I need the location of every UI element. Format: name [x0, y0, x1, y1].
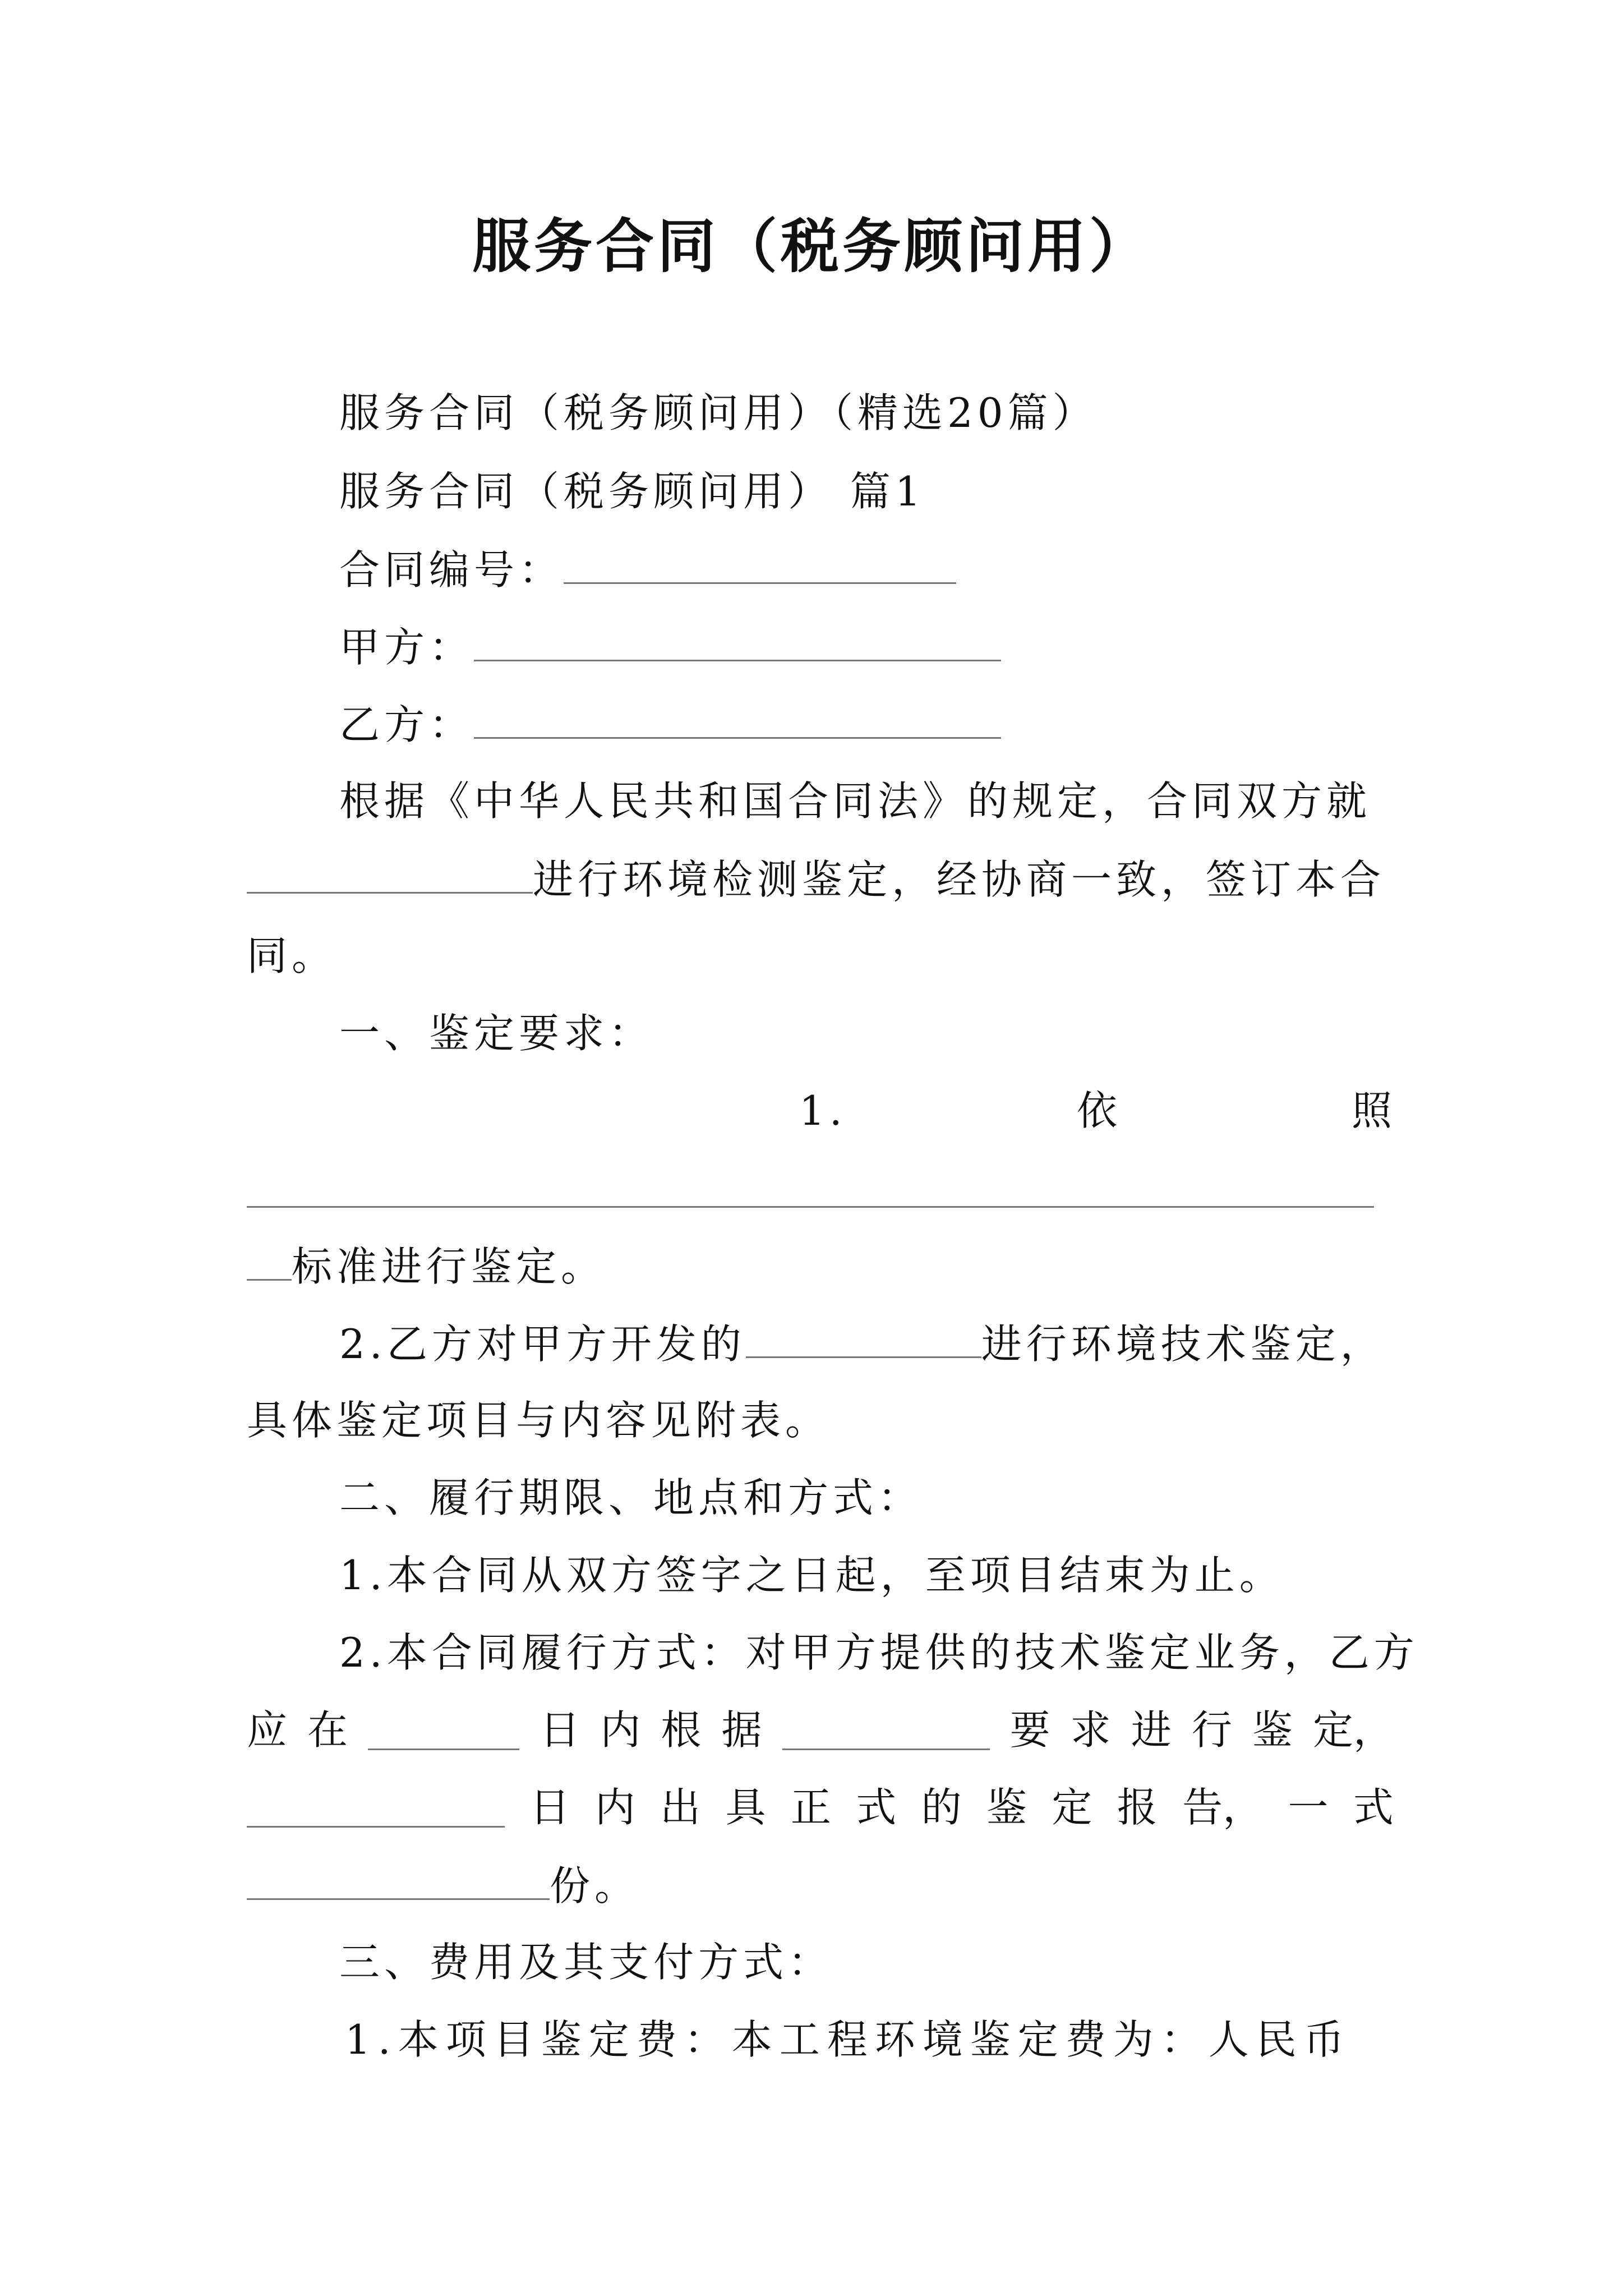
item-1-1-word-2: 照	[1352, 1087, 1397, 1134]
item-1-1-word-1: 依	[1077, 1087, 1122, 1134]
word: 求	[1070, 1706, 1111, 1754]
word: 报	[1117, 1784, 1158, 1831]
word: 内	[594, 1784, 635, 1831]
word: 定	[1052, 1784, 1092, 1831]
word: 根	[661, 1706, 702, 1754]
word: 鉴	[986, 1784, 1027, 1831]
contract-number-row	[339, 546, 956, 593]
word: 进	[1131, 1706, 1172, 1754]
word: 定，	[1312, 1706, 1394, 1754]
word: 据	[721, 1706, 762, 1754]
item-1-1-number: 1.	[799, 1087, 847, 1134]
item-2-1: 1.本合同从双方签字之日起，至项目结束为止。	[339, 1552, 1284, 1599]
word: 鉴	[1252, 1706, 1293, 1754]
word: 一	[1288, 1784, 1329, 1831]
word: 行	[1191, 1706, 1232, 1754]
subtitle-line: 服务合同（税务顾问用）（精选20篇）	[339, 389, 1098, 436]
word: 式	[1353, 1784, 1394, 1831]
party-a-blank	[474, 626, 1001, 661]
item-1-1-tail-row	[247, 1243, 606, 1290]
report-days-blank	[247, 1792, 505, 1828]
word: 日	[529, 1784, 570, 1831]
copies-text: 份。	[550, 1862, 640, 1910]
party-b-row	[339, 701, 1001, 748]
section-1-heading: 一、鉴定要求：	[339, 1010, 654, 1057]
item-1-1-short-blank	[247, 1245, 292, 1281]
standard-blank	[782, 1715, 990, 1750]
intro-line-2-text: 进行环境检测鉴定，经协商一致，签订本合	[533, 856, 1386, 903]
party-a-label: 甲方：	[339, 624, 474, 671]
item-1-1-long-blank	[247, 1206, 1374, 1208]
word: 具	[725, 1784, 766, 1831]
word: 要	[1009, 1706, 1050, 1754]
intro-line-1: 根据《中华人民共和国合同法》的规定，合同双方就	[339, 777, 1372, 825]
word: 正	[790, 1784, 831, 1831]
word: 日	[540, 1706, 580, 1754]
section-3-heading: 三、费用及其支付方式：	[339, 1939, 833, 1986]
intro-blank	[247, 858, 533, 894]
days-blank	[368, 1715, 519, 1750]
word: 在	[307, 1706, 348, 1754]
word: 出	[660, 1784, 701, 1831]
item-1-2-start: 2.乙方对甲方开发的	[339, 1320, 746, 1368]
intro-line-2	[247, 856, 1386, 903]
item-1-2-blank	[746, 1323, 981, 1358]
item-2-2-line-4	[247, 1862, 640, 1910]
item-2-2-line-2	[247, 1706, 1394, 1754]
copies-blank	[247, 1865, 550, 1900]
item-3-1: 1.本项目鉴定费：本工程环境鉴定费为：人民币	[345, 2016, 1352, 2063]
word: 内	[600, 1706, 641, 1754]
word: 告，	[1182, 1784, 1264, 1831]
word: 的	[921, 1784, 962, 1831]
party-a-row	[339, 624, 1001, 671]
contract-number-blank	[564, 549, 956, 584]
item-2-2-line-3	[247, 1784, 1394, 1831]
intro-line-3: 同。	[247, 932, 337, 979]
section-heading: 服务合同（税务顾问用） 篇1	[339, 468, 925, 515]
word: 应	[247, 1706, 288, 1754]
party-b-blank	[474, 703, 1001, 739]
party-b-label: 乙方：	[339, 701, 474, 748]
section-2-heading: 二、履行期限、地点和方式：	[339, 1474, 923, 1521]
item-1-1-tail: 标准进行鉴定。	[292, 1243, 606, 1290]
word: 式	[856, 1784, 897, 1831]
contract-number-label: 合同编号：	[339, 546, 564, 593]
item-1-2-row	[339, 1320, 1385, 1368]
item-1-2-continuation: 具体鉴定项目与内容见附表。	[247, 1397, 831, 1444]
item-1-2-end: 进行环境技术鉴定，	[981, 1320, 1385, 1368]
document-title: 服务合同（税务顾问用）	[472, 212, 1151, 280]
item-2-2-line-1: 2.本合同履行方式：对甲方提供的技术鉴定业务，乙方	[339, 1629, 1419, 1676]
